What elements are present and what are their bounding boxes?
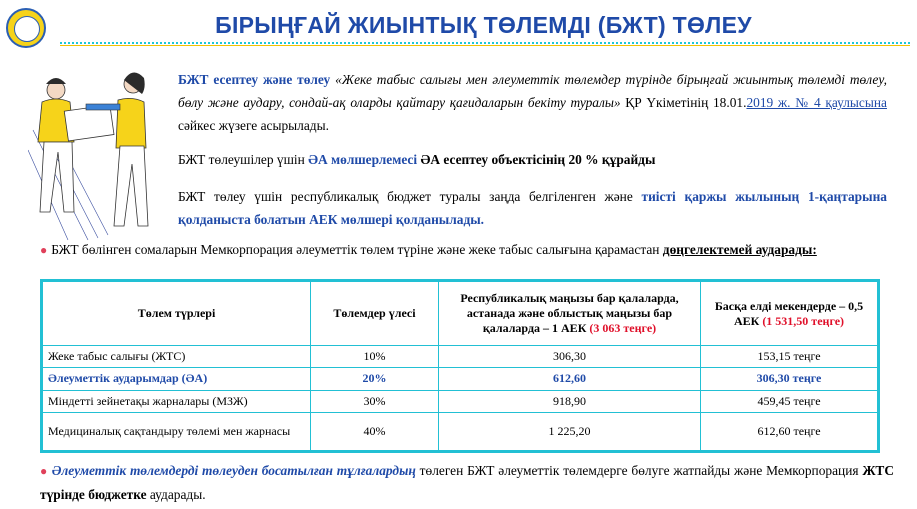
circle-bullet-icon: ● (40, 464, 48, 478)
header-divider-line (60, 45, 910, 46)
intro-paragraph-2 (178, 148, 887, 171)
resolution-link[interactable]: 2019 ж. № 4 қаулысына (746, 95, 887, 110)
bullet1-bold: дөңгелектемей аударады: (662, 242, 817, 257)
bullet2-highlight: Әлеуметтік төлемдерді төлеуден босатылған тұлғалардың (51, 463, 416, 478)
bullet-paragraph-1 (40, 238, 894, 262)
bullet2-end: аударады. (146, 487, 206, 502)
cell-other: 306,30 теңге (701, 368, 878, 390)
header-divider-dotted (60, 42, 910, 44)
p3-text: БЖТ төлеу үшін республикалық бюджет туралы заңда белгіленген және (178, 189, 642, 204)
cell-share: 30% (311, 390, 439, 412)
cell-other: 612,60 теңге (701, 413, 878, 451)
cell-name: Әлеуметтік аударымдар (ӘА) (43, 368, 311, 390)
circle-bullet-icon: ● (40, 243, 48, 257)
cell-name: Міндетті зейнетақы жарналары (МЗЖ) (43, 390, 311, 412)
table-row (43, 413, 878, 451)
table-row (43, 390, 878, 412)
payment-distribution-table (40, 279, 880, 453)
header-city-1-aek: Республикалық маңызы бар қалаларда, астанада және облыстық маңызы бар қалаларда – 1 АЕК (3 063 теңге) (439, 282, 701, 346)
intro-paragraph-3 (178, 185, 887, 231)
cell-name: Медициналық сақтандыру төлемі мен жарнасы (43, 413, 311, 451)
cell-other: 459,45 теңге (701, 390, 878, 412)
p2-text: БЖТ төлеушілер үшін (178, 152, 309, 167)
bullet2-text: төлеген БЖТ әлеуметтік төлемдерге бөлуге жатпайды және Мемкорпорация (415, 463, 863, 478)
header-other-05-aek: Басқа елді мекендерде – 0,5 АЕК (1 531,50 теңге) (701, 282, 878, 346)
p2-bold: ӘА есептеу объектісінің 20 % құрайды (417, 152, 656, 167)
cell-name: Жеке табыс салығы (ЖТС) (43, 346, 311, 368)
cell-city: 918,90 (439, 390, 701, 412)
page-title: БІРЫҢҒАЙ ЖИЫНТЫҚ ТӨЛЕМДІ (БЖТ) ТӨЛЕУ (215, 12, 752, 38)
cell-share: 20% (311, 368, 439, 390)
cell-city: 612,60 (439, 368, 701, 390)
intro-lead: БЖТ есептеу және төлеу (178, 72, 331, 87)
people-exchanging-documents-illustration (28, 70, 168, 245)
cell-share: 10% (311, 346, 439, 368)
table-row (43, 346, 878, 368)
p3-highlight: тиісті қаржы жылының 1-қаңтарына қолданыста болатын АЕК мөлшері қолданылады. (178, 189, 887, 227)
header-payment-types: Төлем түрлері (43, 282, 311, 346)
table-row-highlighted (43, 368, 878, 390)
cell-city: 306,30 (439, 346, 701, 368)
bullet-paragraph-2 (40, 459, 894, 506)
p2-highlight: ӘА мөлшерлемесі (308, 152, 418, 167)
table-header-row (43, 282, 878, 346)
cell-city: 1 225,20 (439, 413, 701, 451)
intro-text: ҚР Үкіметінің 18.01. (620, 95, 747, 110)
bullet2-bold: ЖТС түрінде бюджетке (40, 463, 894, 502)
cell-other: 153,15 теңге (701, 346, 878, 368)
intro-quote: «Жеке табыс салығы мен әлеуметтік төлемдер түрінде бірыңғай жиынтық төлемді төлеу, бөлу және аудару, сондай-ақ оларды қайтару қағидаларын бекіту туралы» (178, 72, 887, 110)
intro-end: сәйкес жүзеге асырылады. (178, 118, 329, 133)
bullet1-text: БЖТ бөлінген сомаларын Мемкорпорация әлеуметтік төлем түріне және жеке табыс салығына қарамастан (51, 242, 663, 257)
cell-share: 40% (311, 413, 439, 451)
header-share: Төлемдер үлесі (311, 282, 439, 346)
organization-logo-icon (6, 8, 46, 48)
intro-paragraph-1 (178, 68, 887, 137)
